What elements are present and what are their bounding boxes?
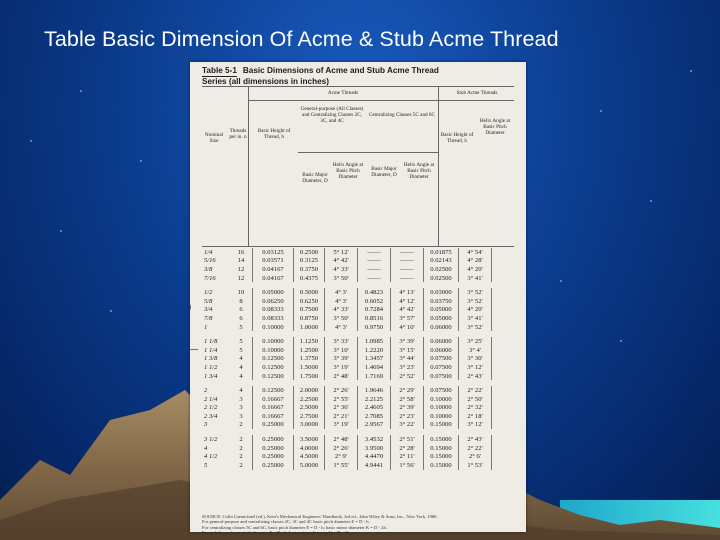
table-cell-h: 0.06250 — [253, 297, 294, 306]
table-cell-d: 0.8750 — [294, 314, 325, 323]
table-cell-a2: 2° 52' — [391, 372, 424, 381]
table-cell-sa: 3° 4' — [459, 346, 492, 355]
table-row — [202, 323, 492, 332]
table-cell-h: 0.25000 — [253, 461, 294, 470]
table-cell-size: 3/8 — [204, 265, 213, 273]
table-cell-a2: 3° 39' — [391, 337, 424, 346]
table-cell-d: 1.1250 — [294, 337, 325, 346]
table-row — [202, 395, 492, 404]
header-threads-per-inch: Threads per in. n — [229, 128, 247, 140]
table-cell-a: 3° 33' — [325, 337, 358, 346]
table-cell-d2: 0.9750 — [358, 323, 391, 332]
table-cell-size: 1 1/8 — [204, 338, 218, 346]
table-cell-sa: 2° 32' — [459, 404, 492, 413]
table-cell-sa: 4° 54' — [459, 248, 492, 257]
table-cell-d2: 2.4605 — [358, 404, 391, 413]
table-cell-a: 2° 21' — [325, 412, 358, 421]
table-cell-a: 2° 26' — [325, 444, 358, 453]
table-cell-tpi: 2 — [230, 461, 253, 470]
table-cell-a: 2° 48' — [325, 435, 358, 444]
header-acme-threads: Acme Threads — [327, 90, 359, 96]
table-cell-d2: 2.9567 — [358, 421, 391, 430]
header-general-purpose: General-purpose (All Classes) and Centralizing Classes 2C, 3C, and 4C — [300, 106, 364, 124]
table-cell-size: 1 1/2 — [204, 363, 218, 371]
table-cell-d2: 4.4470 — [358, 452, 391, 461]
header-basic-height: Basic Height of Thread, h — [257, 128, 291, 140]
table-cell-d2: 1.7169 — [358, 372, 391, 381]
table-cell-size: 5/8 — [204, 297, 213, 305]
table-cell-a2: —— — [391, 274, 424, 283]
table-cell-d: 3.5000 — [294, 435, 325, 444]
table-cell-d: 5.0000 — [294, 461, 325, 470]
table-cell-sa: 1° 53' — [459, 461, 492, 470]
table-cell-a: 2° 55' — [325, 395, 358, 404]
table-footnotes — [202, 514, 514, 535]
table-row — [202, 421, 492, 430]
table-cell-a: 1° 55' — [325, 461, 358, 470]
table-cell-sh: 0.10000 — [424, 404, 459, 413]
table-cell-sh: 0.06000 — [424, 337, 459, 346]
table-cell-sh: 0.01875 — [424, 248, 459, 257]
table-cell-d2: —— — [358, 265, 391, 274]
table-cell-d: 1.3750 — [294, 355, 325, 364]
table-cell-size: 2 — [204, 387, 208, 395]
table-cell-tpi: 4 — [230, 372, 253, 381]
table-cell-h: 0.03571 — [253, 257, 294, 266]
table-cell-h: 0.04167 — [253, 274, 294, 283]
table-cell-sa: 2° 22' — [459, 386, 492, 395]
table-cell-d: 0.5000 — [294, 288, 325, 297]
table-cell-sa: 2° 18' — [459, 412, 492, 421]
table-cell-h: 0.04167 — [253, 265, 294, 274]
handwritten-mark: — — [188, 344, 198, 355]
table-cell-sh: 0.10000 — [424, 395, 459, 404]
table-cell-h: 0.12500 — [253, 386, 294, 395]
table-cell-sh: 0.15000 — [424, 435, 459, 444]
table-cell-d2: 2.2125 — [358, 395, 391, 404]
table-cell-sa: 3° 41' — [459, 274, 492, 283]
table-cell-d2: 0.4823 — [358, 288, 391, 297]
table-cell-h: 0.10000 — [253, 323, 294, 332]
table-cell-h: 0.05000 — [253, 288, 294, 297]
table-cell-size: 2 3/4 — [204, 412, 218, 420]
table-cell-size: 7/8 — [204, 314, 213, 322]
table-cell-a2: 2° 23' — [391, 412, 424, 421]
table-cell-d2: 4.9441 — [358, 461, 391, 470]
table-cell-sh: 0.02143 — [424, 257, 459, 266]
table-cell-d: 1.5000 — [294, 363, 325, 372]
table-cell-sa: 4° 20' — [459, 306, 492, 315]
header-basic-major-diameter: Basic Major Diameter, D — [302, 172, 328, 184]
table-row — [202, 386, 492, 395]
table-cell-sh: 0.07500 — [424, 363, 459, 372]
table-cell-a: 3° 19' — [325, 421, 358, 430]
table-cell-tpi: 5 — [230, 346, 253, 355]
table-cell-size: 1 3/4 — [204, 372, 218, 380]
table-cell-sa: 4° 20' — [459, 265, 492, 274]
table-cell-tpi: 2 — [230, 435, 253, 444]
table-cell-sa: 3° 12' — [459, 363, 492, 372]
table-cell-sh: 0.05000 — [424, 314, 459, 323]
table-row — [202, 452, 492, 461]
table-cell-h: 0.12500 — [253, 372, 294, 381]
table-row — [202, 435, 492, 444]
table-cell-sa: 3° 41' — [459, 314, 492, 323]
table-cell-d: 2.2500 — [294, 395, 325, 404]
table-cell-tpi: 10 — [230, 288, 253, 297]
table-cell-a2: 3° 57' — [391, 314, 424, 323]
table-cell-sa: 3° 30' — [459, 355, 492, 364]
table-cell-sh: 0.07500 — [424, 386, 459, 395]
table-cell-sh: 0.10000 — [424, 412, 459, 421]
table-cell-size: 1 3/8 — [204, 355, 218, 363]
table-cell-tpi: 3 — [230, 395, 253, 404]
table-cell-size: 3/4 — [204, 306, 213, 314]
table-cell-tpi: 4 — [230, 363, 253, 372]
table-cell-size: 3 1/2 — [204, 436, 218, 444]
table-row — [202, 372, 492, 381]
footnote-stub: For stub Acme, basic pitch diameter E = D - h; basic minor diameter K = D - 2h. — [202, 529, 351, 535]
table-caption-line1: Basic Dimensions of Acme and Stub Acme Thread — [242, 66, 439, 75]
table-row — [202, 363, 492, 372]
table-cell-sa: 2° 43' — [459, 372, 492, 381]
table-cell-a: 2° 36' — [325, 404, 358, 413]
table-cell-h: 0.03125 — [253, 248, 294, 257]
table-row — [202, 288, 492, 297]
table-cell-size: 3 — [204, 421, 208, 429]
table-cell-d2: 2.7085 — [358, 412, 391, 421]
table-cell-d2: —— — [358, 257, 391, 266]
table-cell-sh: 0.15000 — [424, 421, 459, 430]
table-row — [202, 404, 492, 413]
table-cell-tpi: 12 — [230, 274, 253, 283]
table-cell-a2: —— — [391, 248, 424, 257]
table-cell-d: 0.4375 — [294, 274, 325, 283]
footnote-general: For general-purpose and centralizing classes 2C, 3C and 4C basic pitch diameter E = D - h. — [202, 519, 370, 525]
table-cell-a2: 2° 28' — [391, 444, 424, 453]
table-cell-sa: 3° 25' — [459, 337, 492, 346]
header-stub-basic-height: Basic Height of Thread, h — [440, 132, 474, 144]
table-cell-a: 4° 3' — [325, 323, 358, 332]
table-cell-a2: 2° 11' — [391, 452, 424, 461]
table-cell-d2: 1.2220 — [358, 346, 391, 355]
table-row — [202, 257, 492, 266]
table-cell-sa: 2° 22' — [459, 444, 492, 453]
table-cell-d: 2.0000 — [294, 386, 325, 395]
table-cell-tpi: 14 — [230, 257, 253, 266]
table-cell-h: 0.25000 — [253, 435, 294, 444]
table-cell-a: 3° 39' — [325, 355, 358, 364]
header-basic-major-diameter-centralizing: Basic Major Diameter, D — [371, 166, 397, 178]
table-cell-h: 0.10000 — [253, 346, 294, 355]
table-cell-h: 0.25000 — [253, 421, 294, 430]
table-cell-tpi: 6 — [230, 314, 253, 323]
table-cell-a2: 4° 42' — [391, 306, 424, 315]
table-row — [202, 346, 492, 355]
table-cell-d2: —— — [358, 274, 391, 283]
table-row — [202, 444, 492, 453]
table-cell-size: 1/2 — [204, 289, 213, 297]
table-cell-tpi: 2 — [230, 421, 253, 430]
table-cell-d: 1.7500 — [294, 372, 325, 381]
table-cell-a: 5° 12' — [325, 248, 358, 257]
dimension-table — [202, 248, 492, 470]
table-row — [202, 412, 492, 421]
table-cell-d: 4.0000 — [294, 444, 325, 453]
table-cell-d: 0.3750 — [294, 265, 325, 274]
header-helix-angle-centralizing: Helix Angle at Basic Pitch Diameter — [403, 162, 435, 180]
table-cell-size: 1/4 — [204, 248, 213, 256]
slide-title: Table Basic Dimension Of Acme & Stub Acme Thread — [44, 27, 559, 51]
table-cell-sa: 2° 6' — [459, 452, 492, 461]
table-cell-a2: 2° 39' — [391, 404, 424, 413]
table-cell-h: 0.16667 — [253, 412, 294, 421]
table-cell-a: 2° 26' — [325, 386, 358, 395]
table-cell-tpi: 6 — [230, 306, 253, 315]
table-cell-h: 0.08333 — [253, 314, 294, 323]
table-cell-a2: 1° 56' — [391, 461, 424, 470]
table-cell-h: 0.25000 — [253, 452, 294, 461]
header-centralizing-5c-6c: Centralizing Classes 5C and 6C — [369, 112, 435, 118]
table-cell-h: 0.16667 — [253, 395, 294, 404]
table-cell-a: 2° 48' — [325, 372, 358, 381]
table-cell-a: 3° 50' — [325, 274, 358, 283]
table-cell-a2: 3° 23' — [391, 363, 424, 372]
table-row — [202, 461, 492, 470]
table-cell-d: 0.6250 — [294, 297, 325, 306]
table-cell-a2: 4° 12' — [391, 297, 424, 306]
table-cell-sh: 0.07500 — [424, 372, 459, 381]
table-cell-h: 0.08333 — [253, 306, 294, 315]
table-cell-a2: 4° 13' — [391, 288, 424, 297]
table-cell-a2: 2° 51' — [391, 435, 424, 444]
table-cell-sa: 3° 52' — [459, 323, 492, 332]
table-cell-sh: 0.05000 — [424, 306, 459, 315]
table-cell-h: 0.16667 — [253, 404, 294, 413]
table-cell-d2: 0.8516 — [358, 314, 391, 323]
table-cell-tpi: 2 — [230, 452, 253, 461]
table-cell-d: 0.2500 — [294, 248, 325, 257]
table-cell-a2: 2° 58' — [391, 395, 424, 404]
table-cell-a: 3° 50' — [325, 314, 358, 323]
table-cell-sh: 0.03750 — [424, 297, 459, 306]
table-cell-d: 1.2500 — [294, 346, 325, 355]
table-cell-tpi: 8 — [230, 297, 253, 306]
table-cell-a2: 3° 15' — [391, 346, 424, 355]
table-cell-tpi: 5 — [230, 337, 253, 346]
table-cell-d2: 3.9500 — [358, 444, 391, 453]
table-row — [202, 337, 492, 346]
header-helix-angle: Helix Angle at Basic Pitch Diameter — [332, 162, 364, 180]
table-cell-d2: —— — [358, 248, 391, 257]
table-cell-tpi: 5 — [230, 323, 253, 332]
table-cell-d2: 1.9646 — [358, 386, 391, 395]
table-cell-h: 0.12500 — [253, 363, 294, 372]
scanned-table-document — [188, 62, 526, 535]
table-caption — [202, 66, 439, 87]
table-cell-d: 1.0000 — [294, 323, 325, 332]
table-cell-h: 0.10000 — [253, 337, 294, 346]
table-cell-sh: 0.06000 — [424, 323, 459, 332]
table-cell-a2: 2° 29' — [391, 386, 424, 395]
table-cell-size: 4 — [204, 444, 208, 452]
table-cell-size: 1 — [204, 323, 208, 331]
table-cell-d: 3.0000 — [294, 421, 325, 430]
table-cell-a2: 4° 10' — [391, 323, 424, 332]
table-cell-a2: —— — [391, 257, 424, 266]
table-cell-size: 5/16 — [204, 257, 216, 265]
table-cell-a: 4° 42' — [325, 257, 358, 266]
table-row — [202, 355, 492, 364]
table-cell-d2: 1.3457 — [358, 355, 391, 364]
table-cell-a: 4° 33' — [325, 265, 358, 274]
table-cell-d: 2.5000 — [294, 404, 325, 413]
table-row — [202, 248, 492, 257]
table-cell-tpi: 16 — [230, 248, 253, 257]
footnote-source: SOURCE: Colin Carmichael (ed.), Kent's Mechanical Engineers' Handbook, 3rd ed., John Wiley & Sons, Inc., New York, 1960. — [202, 514, 438, 519]
footnote-centralizing: For centralizing classes 5C and 6C, basic pitch diameter E = D - h; basic minor diameter K = D - 2h. — [202, 524, 387, 530]
table-cell-d2: 0.7284 — [358, 306, 391, 315]
table-cell-h: 0.12500 — [253, 355, 294, 364]
table-cell-sh: 0.02500 — [424, 274, 459, 283]
table-cell-a2: —— — [391, 265, 424, 274]
table-cell-tpi: 3 — [230, 404, 253, 413]
table-cell-d: 0.3125 — [294, 257, 325, 266]
table-cell-d: 4.5000 — [294, 452, 325, 461]
table-row — [202, 297, 492, 306]
table-cell-a2: 3° 22' — [391, 421, 424, 430]
table-cell-size: 4 1/2 — [204, 453, 218, 461]
table-cell-d2: 1.4694 — [358, 363, 391, 372]
table-row — [202, 265, 492, 274]
table-cell-sh: 0.15000 — [424, 452, 459, 461]
header-stub-acme-threads: Stub Acme Threads — [456, 90, 498, 96]
table-cell-sa: 2° 50' — [459, 395, 492, 404]
table-cell-sa: 3° 52' — [459, 288, 492, 297]
header-nominal-size: Nominal Size — [204, 132, 224, 144]
table-cell-a: 3° 10' — [325, 346, 358, 355]
table-cell-d: 0.7500 — [294, 306, 325, 315]
table-cell-sh: 0.03000 — [424, 288, 459, 297]
table-cell-d2: 3.4532 — [358, 435, 391, 444]
table-cell-a: 4° 3' — [325, 288, 358, 297]
table-label: Table 5-1 — [202, 66, 237, 75]
table-cell-tpi: 4 — [230, 355, 253, 364]
table-cell-sa: 3° 52' — [459, 297, 492, 306]
table-cell-sa: 4° 28' — [459, 257, 492, 266]
table-row — [202, 274, 492, 283]
table-cell-sh: 0.07500 — [424, 355, 459, 364]
handwritten-mark: ) — [188, 302, 192, 313]
table-cell-sa: 2° 43' — [459, 435, 492, 444]
table-cell-size: 1 1/4 — [204, 346, 218, 354]
table-cell-d2: 1.0985 — [358, 337, 391, 346]
table-row — [202, 306, 492, 315]
table-cell-size: 7/16 — [204, 274, 216, 282]
table-cell-d: 2.7500 — [294, 412, 325, 421]
table-cell-a: 2° 9' — [325, 452, 358, 461]
table-cell-size: 5 — [204, 461, 208, 469]
table-cell-sh: 0.15000 — [424, 461, 459, 470]
table-cell-sa: 3° 12' — [459, 421, 492, 430]
table-cell-tpi: 4 — [230, 386, 253, 395]
table-cell-tpi: 12 — [230, 265, 253, 274]
table-cell-a: 4° 3' — [325, 297, 358, 306]
table-cell-sh: 0.02500 — [424, 265, 459, 274]
table-cell-tpi: 2 — [230, 444, 253, 453]
table-cell-d2: 0.6052 — [358, 297, 391, 306]
table-cell-a: 3° 19' — [325, 363, 358, 372]
table-caption-line2: Series (all dimensions in inches) — [202, 77, 329, 86]
table-row — [202, 314, 492, 323]
table-cell-h: 0.25000 — [253, 444, 294, 453]
table-cell-sh: 0.06000 — [424, 346, 459, 355]
table-cell-size: 2 1/4 — [204, 395, 218, 403]
table-cell-tpi: 3 — [230, 412, 253, 421]
header-stub-helix-angle: Helix Angle at Basic Pitch Diameter — [479, 118, 511, 136]
table-cell-sh: 0.15000 — [424, 444, 459, 453]
table-cell-a2: 3° 44' — [391, 355, 424, 364]
table-cell-size: 2 1/2 — [204, 404, 218, 412]
table-cell-a: 4° 33' — [325, 306, 358, 315]
